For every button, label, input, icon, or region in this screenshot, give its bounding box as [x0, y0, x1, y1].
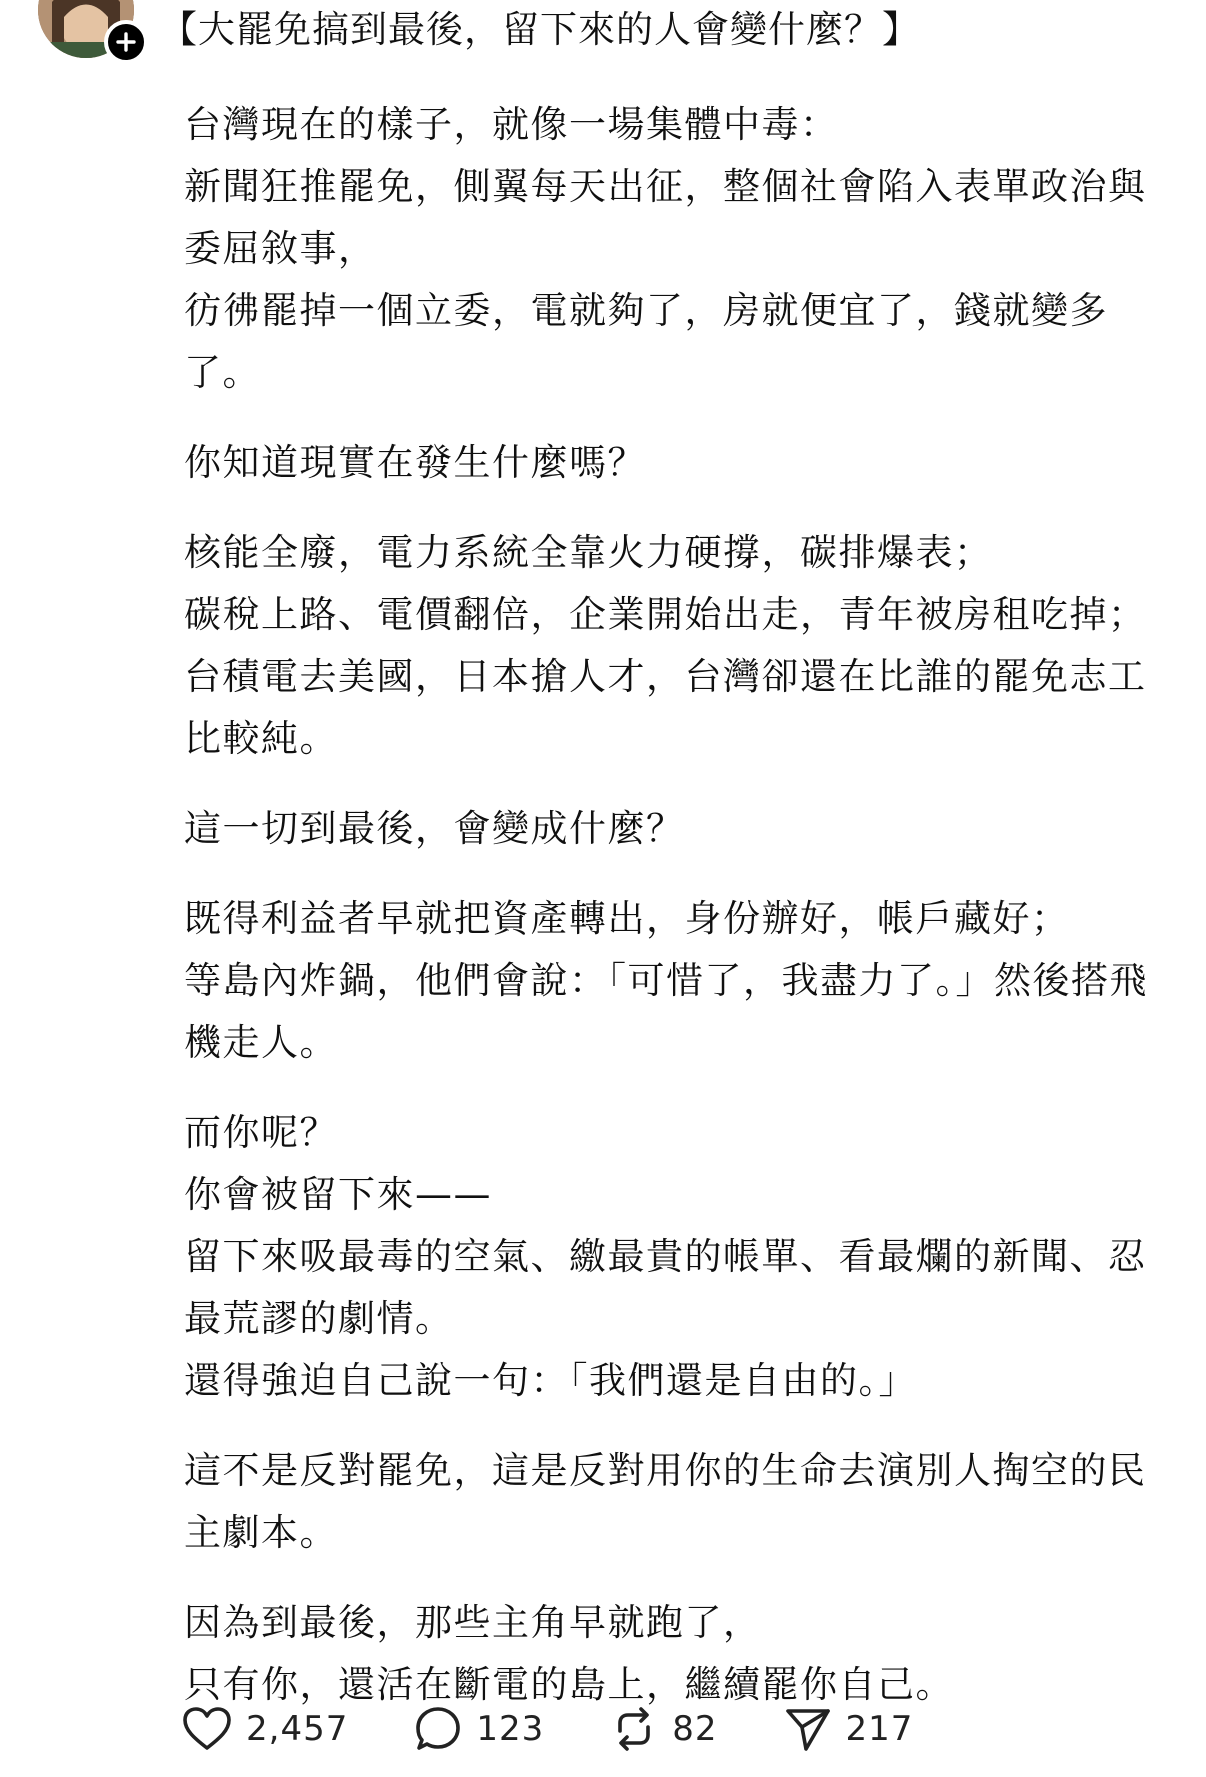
- share-count: 217: [845, 1709, 914, 1749]
- paragraph: [184, 1102, 1164, 1412]
- send-icon: [784, 1705, 832, 1753]
- text-line: 主劇本。: [184, 1511, 338, 1554]
- text-line: 新聞狂推罷免，側翼每天出征，整個社會陷入表單政治與: [184, 165, 1147, 208]
- heart-icon: [182, 1706, 232, 1752]
- paragraph: [184, 94, 1164, 404]
- comment-button[interactable]: [414, 1705, 544, 1753]
- comment-count: 123: [476, 1709, 545, 1749]
- text-line: 台積電去美國，日本搶人才，台灣卻還在比誰的罷免志工: [184, 655, 1147, 698]
- text-line: 機走人。: [184, 1021, 338, 1064]
- comment-bubble-icon: [414, 1705, 462, 1753]
- paragraph: [184, 888, 1164, 1074]
- text-line: 你知道現實在發生什麼嗎？: [184, 441, 646, 484]
- post-body: [184, 94, 1164, 1744]
- repost-count: 82: [672, 1709, 718, 1749]
- repost-button[interactable]: [610, 1705, 717, 1753]
- text-line: 這不是反對罷免，這是反對用你的生命去演別人掏空的民: [184, 1449, 1147, 1492]
- text-line: 只有你，還活在斷電的島上，繼續罷你自己。: [184, 1663, 954, 1706]
- text-line: 了。: [184, 351, 261, 394]
- text-line: 留下來吸最毒的空氣、繳最貴的帳單、看最爛的新聞、忍: [184, 1235, 1147, 1278]
- text-line: 台灣現在的樣子，就像一場集體中毒：: [184, 103, 839, 146]
- like-button[interactable]: [182, 1706, 348, 1752]
- text-line: 比較純。: [184, 717, 338, 760]
- text-line: 因為到最後，那些主角早就跑了，: [184, 1601, 762, 1644]
- author-avatar-group[interactable]: [38, 0, 148, 58]
- text-line: 等島內炸鍋，他們會說：「可惜了，我盡力了。」然後搭飛: [184, 959, 1148, 1002]
- paragraph: [184, 1440, 1164, 1564]
- text-line: 你會被留下來——: [184, 1173, 492, 1216]
- share-button[interactable]: [784, 1705, 914, 1753]
- text-line: 最荒謬的劇情。: [184, 1297, 454, 1340]
- paragraph: [184, 798, 1164, 860]
- follow-button[interactable]: [104, 20, 148, 64]
- repost-icon: [610, 1705, 658, 1753]
- text-line: 核能全廢，電力系統全靠火力硬撐，碳排爆表；: [184, 531, 993, 574]
- post-title: 【大罷免搞到最後，留下來的人會變什麼？】: [160, 8, 920, 51]
- paragraph: [184, 522, 1164, 770]
- paragraph: [184, 432, 1164, 494]
- text-line: 彷彿罷掉一個立委，電就夠了，房就便宜了，錢就變多: [184, 289, 1108, 332]
- text-line: 委屈敘事，: [184, 227, 377, 270]
- text-line: 碳稅上路、電價翻倍，企業開始出走，青年被房租吃掉；: [184, 593, 1147, 636]
- text-line: 這一切到最後，會變成什麼？: [184, 807, 685, 850]
- text-line: 而你呢？: [184, 1111, 338, 1154]
- plus-icon: [115, 31, 137, 53]
- text-line: 還得強迫自己說一句：「我們還是自由的。」: [184, 1359, 917, 1402]
- post-actions: [182, 1694, 979, 1764]
- like-count: 2,457: [246, 1709, 349, 1749]
- text-line: 既得利益者早就把資產轉出，身份辦好，帳戶藏好；: [184, 897, 1070, 940]
